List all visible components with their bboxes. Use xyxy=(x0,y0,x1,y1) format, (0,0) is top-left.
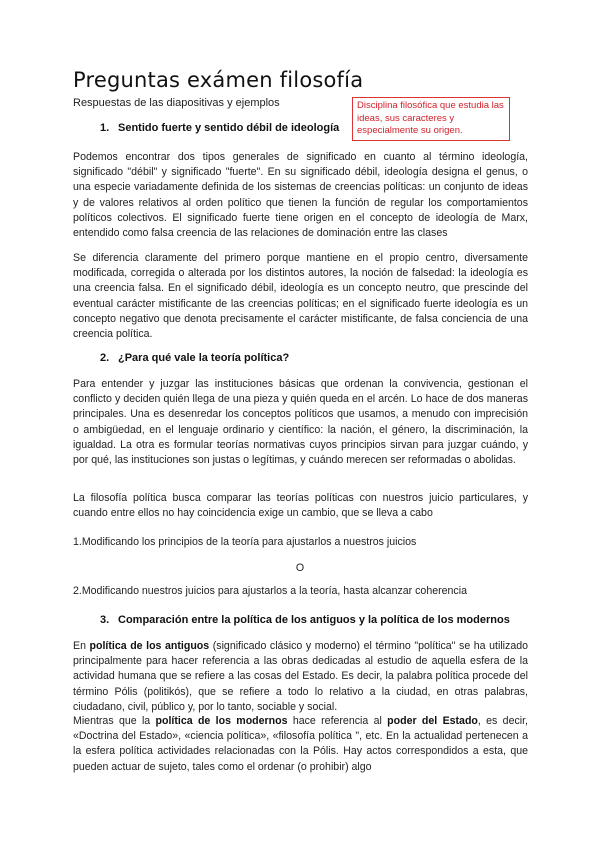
option-separator: O xyxy=(295,562,305,574)
text-run: Mientras que la xyxy=(73,715,156,727)
text-run: hace referencia al xyxy=(287,715,388,727)
section-number: 1. xyxy=(100,122,110,134)
section-title: Sentido fuerte y sentido débil de ideología xyxy=(118,122,340,134)
option-2: 2.Modificando nuestros juicios para ajustarlos a la teoría, hasta alcanzar coherencia xyxy=(73,585,467,597)
section-3-paragraph-1 xyxy=(73,639,528,715)
text-run: En xyxy=(73,640,90,652)
section-number: 2. xyxy=(100,352,110,364)
section-2-heading xyxy=(100,352,289,364)
section-number: 3. xyxy=(100,614,110,626)
text-run: (significado clásico y moderno) el término "política" se ha utilizado principalmente para hacer referencia a las obras dedicadas al estudio de aquella esfera de la actividad humana que se refiere a las cosas del Estado. Es decir, la palabra política procede del término Pólis (politikós), que se refiere a todo lo relativo a la ciudad, en otras palabras, ciudadano, civil, público y, por lo tanto, sociable y social. xyxy=(73,640,529,713)
section-3-paragraph-2 xyxy=(73,714,528,775)
section-title: Comparación entre la política de los antiguos y la política de los modernos xyxy=(118,614,510,626)
section-2-paragraph-1: Para entender y juzgar las instituciones básicas que ordenan la convivencia, gestionan el conflicto y deciden quién llega de una pieza y quién queda en el arcén. Lo hace de dos maneras principales. Una es desenredar los conceptos políticos que usamos, a menudo con imprecisión o ambigüedad, en el lenguaje ordinario y científico: la nación, el género, la discriminación, la igualdad. La otra es formular teorías normativas cuyos principios sirvan para juzgar cuándo, y por qué, las instituciones son justas o legítimas, y cuándo merecen ser reformadas o abolidas. xyxy=(73,378,528,467)
margin-note: Disciplina filosófica que estudia las ideas, sus caracteres y especialmente su origen. xyxy=(352,97,510,141)
section-2-paragraph-2: La filosofía política busca comparar las teorías políticas con nuestros juicio particulares, y cuando entre ellos no hay coincidencia exige un cambio, que se lleva a cabo xyxy=(73,492,528,520)
bold-term: política de los antiguos xyxy=(89,640,210,652)
section-title: ¿Para qué vale la teoría política? xyxy=(118,352,290,364)
section-1-paragraph-1: Podemos encontrar dos tipos generales de significado en cuanto al término ideología, significado "débil" y significado "fuerte". En su significado débil, ideología designa el genus, o una especie variadamente definida de los sistemas de creencias políticas: un conjunto de ideas y de valores relativos al orden político que tienen la función de regular los comportamientos políticos colectivos. El significado fuerte tiene origen en el concepto de ideología de Marx, entendido como falsa creencia de las relaciones de dominación entre las clases xyxy=(73,151,528,240)
document-title: Preguntas exámen filosofía xyxy=(73,68,364,92)
document-subtitle: Respuestas de las diapositivas y ejemplos xyxy=(73,97,280,109)
section-1-paragraph-2: Se diferencia claramente del primero porque mantiene en el propio centro, diversamente modificada, corregida o alterada por los distintos autores, la noción de falsedad: la ideología es una creencia falsa. En el significado débil, ideología es un concepto neutro, que prescinde del eventual carácter mistificante de las creencias políticas; en el significado fuerte ideología es un concepto negativo que denota precisamente el carácter mistificante, de falsa conciencia de una creencia política. xyxy=(73,252,528,341)
bold-term: política de los modernos xyxy=(155,715,288,727)
option-1: 1.Modificando los principios de la teoría para ajustarlos a nuestros juicios xyxy=(73,536,417,548)
text-run: , es decir, «Doctrina del Estado», «ciencia política», «filosofía política ", etc. En la actualidad pertenecen a la esfera política actividades relacionadas con la Pólis. Hay actos correspondidos a esta, que pueden actuar de sujeto, tales como el ordenar (o prohibir) algo xyxy=(73,715,529,773)
section-3-heading xyxy=(100,614,510,626)
bold-term: poder del Estado xyxy=(387,715,478,727)
section-1-heading xyxy=(100,122,339,134)
